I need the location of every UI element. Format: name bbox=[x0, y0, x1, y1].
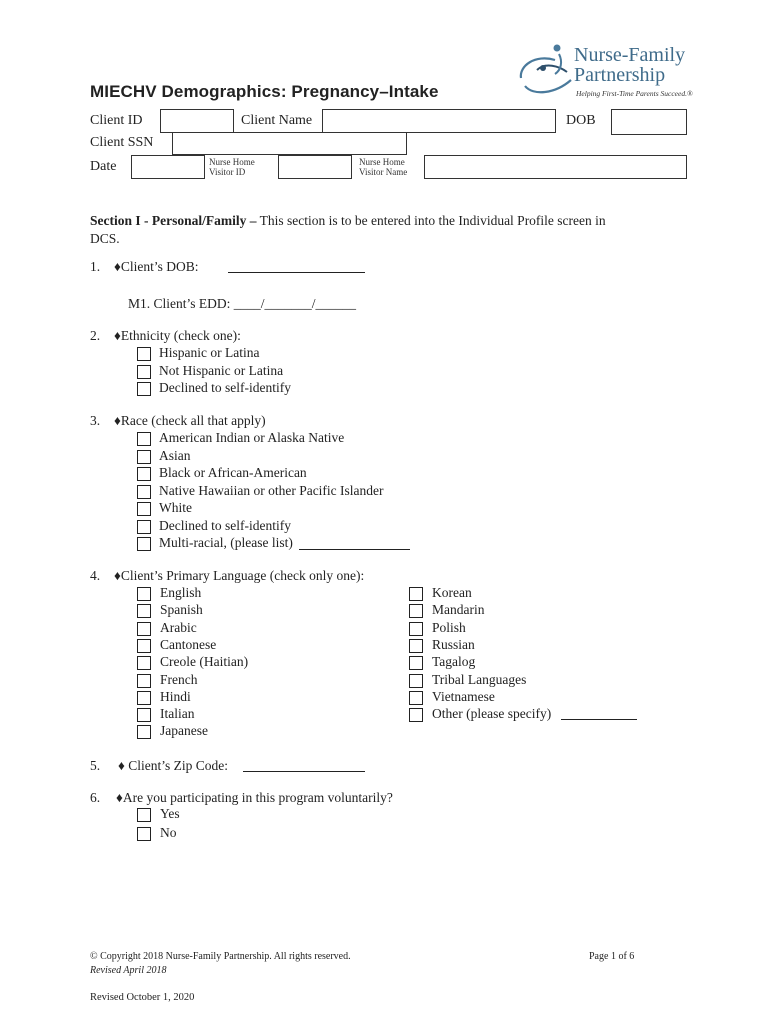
language-option-checkbox[interactable] bbox=[409, 587, 423, 601]
language-option-checkbox[interactable] bbox=[137, 674, 151, 688]
footer-revised: Revised October 1, 2020 bbox=[90, 992, 195, 1003]
language-option-checkbox[interactable] bbox=[409, 708, 423, 722]
nhv-name-label: Nurse Home Visitor Name bbox=[359, 157, 408, 177]
ethnicity-option-label: Not Hispanic or Latina bbox=[159, 362, 284, 378]
language-option-label: Italian bbox=[160, 706, 195, 722]
race-option-checkbox[interactable] bbox=[137, 520, 151, 534]
language-option-label: Spanish bbox=[160, 602, 203, 618]
q6-label: ♦Are you participating in this program voluntarily? bbox=[116, 790, 393, 805]
language-option-label: Hindi bbox=[160, 688, 191, 704]
language-option-label: Russian bbox=[432, 636, 475, 652]
language-option-checkbox[interactable] bbox=[137, 639, 151, 653]
race-option-checkbox[interactable] bbox=[137, 467, 151, 481]
race-option-label: Declined to self-identify bbox=[159, 517, 291, 533]
race-option-checkbox[interactable] bbox=[137, 502, 151, 516]
nhv-name-field[interactable] bbox=[424, 155, 687, 179]
voluntary-option-checkbox[interactable] bbox=[137, 827, 151, 841]
zip-blank[interactable] bbox=[243, 759, 365, 772]
ethnicity-option-checkbox[interactable] bbox=[137, 382, 151, 396]
language-option-label: English bbox=[160, 585, 202, 600]
language-option-label: French bbox=[160, 671, 198, 687]
language-option-checkbox[interactable] bbox=[409, 604, 423, 618]
race-option-label: Multi-racial, (please list) bbox=[159, 535, 293, 550]
q5-number: 5. bbox=[90, 758, 101, 773]
race-option-label: Native Hawaiian or other Pacific Islander bbox=[159, 482, 384, 498]
page-title: MIECHV Demographics: Pregnancy–Intake bbox=[90, 82, 439, 101]
voluntary-option-checkbox[interactable] bbox=[137, 808, 151, 822]
q6-number: 6. bbox=[90, 790, 101, 805]
ethnicity-option-checkbox[interactable] bbox=[137, 365, 151, 379]
client-id-field[interactable] bbox=[160, 109, 234, 133]
nhv-id-field[interactable] bbox=[278, 155, 352, 179]
language-option-label: Other (please specify) bbox=[432, 706, 552, 722]
q1-label: ♦Client’s DOB: bbox=[114, 259, 199, 274]
q4-number: 4. bbox=[90, 568, 101, 583]
nhv-id-label: Nurse Home Visitor ID bbox=[209, 157, 255, 177]
language-option-label: Tagalog bbox=[432, 654, 476, 670]
dob-label: DOB bbox=[566, 113, 596, 128]
section-heading-cont: DCS. bbox=[90, 231, 120, 246]
multiracial-blank[interactable] bbox=[299, 537, 410, 550]
language-option-label: Cantonese bbox=[160, 636, 217, 652]
client-name-label: Client Name bbox=[241, 113, 313, 128]
footer-copyright: © Copyright 2018 Nurse-Family Partnership. All rights reserved. bbox=[90, 951, 351, 962]
language-option-checkbox[interactable] bbox=[137, 725, 151, 739]
footer-page-number: Page 1 of 6 bbox=[589, 951, 635, 962]
date-field[interactable] bbox=[131, 155, 205, 179]
voluntary-option-label: No bbox=[160, 824, 177, 840]
date-label: Date bbox=[90, 159, 117, 174]
dob-field[interactable] bbox=[611, 109, 687, 135]
race-option-checkbox[interactable] bbox=[137, 432, 151, 446]
q3-label: ♦Race (check all that apply) bbox=[114, 413, 266, 428]
language-option-checkbox[interactable] bbox=[409, 656, 423, 670]
nfp-logo-icon bbox=[515, 40, 579, 100]
ethnicity-option-label: Hispanic or Latina bbox=[159, 345, 260, 360]
voluntary-option-label: Yes bbox=[160, 806, 180, 821]
client-ssn-label: Client SSN bbox=[90, 135, 154, 150]
language-option-label: Polish bbox=[432, 619, 466, 635]
q1-dob-blank[interactable] bbox=[228, 260, 365, 273]
q2-label: ♦Ethnicity (check one): bbox=[114, 328, 241, 343]
m1-edd-line: M1. Client’s EDD: ____/_______/______ bbox=[128, 296, 357, 311]
language-option-checkbox[interactable] bbox=[137, 691, 151, 705]
race-option-checkbox[interactable] bbox=[137, 450, 151, 464]
footer-revised-italic: Revised April 2018 bbox=[90, 965, 167, 976]
language-option-label: Japanese bbox=[160, 723, 208, 739]
logo-line1: Nurse-Family bbox=[574, 44, 686, 66]
q2-number: 2. bbox=[90, 328, 101, 343]
language-option-label: Mandarin bbox=[432, 602, 485, 618]
other-language-blank[interactable] bbox=[561, 707, 637, 720]
language-option-checkbox[interactable] bbox=[409, 674, 423, 688]
language-option-checkbox[interactable] bbox=[409, 691, 423, 705]
language-option-label: Korean bbox=[432, 585, 472, 600]
q5-label: ♦ Client’s Zip Code: bbox=[118, 758, 229, 773]
client-name-field[interactable] bbox=[322, 109, 556, 133]
language-option-label: Creole (Haitian) bbox=[160, 654, 249, 670]
language-option-checkbox[interactable] bbox=[137, 587, 151, 601]
ethnicity-option-label: Declined to self-identify bbox=[159, 380, 291, 395]
race-option-label: American Indian or Alaska Native bbox=[159, 430, 345, 445]
q3-number: 3. bbox=[90, 413, 101, 428]
race-option-checkbox[interactable] bbox=[137, 485, 151, 499]
logo-line2: Partnership bbox=[574, 64, 666, 86]
language-option-checkbox[interactable] bbox=[409, 622, 423, 636]
race-option-label: Asian bbox=[159, 447, 191, 463]
race-option-checkbox[interactable] bbox=[137, 537, 151, 551]
race-option-label: White bbox=[159, 500, 192, 515]
language-option-label: Tribal Languages bbox=[432, 671, 527, 687]
q4-label: ♦Client’s Primary Language (check only one): bbox=[114, 568, 365, 583]
client-ssn-field[interactable] bbox=[172, 132, 407, 155]
client-id-label: Client ID bbox=[90, 113, 143, 128]
language-option-checkbox[interactable] bbox=[137, 708, 151, 722]
language-option-checkbox[interactable] bbox=[137, 604, 151, 618]
language-option-checkbox[interactable] bbox=[137, 622, 151, 636]
ethnicity-option-checkbox[interactable] bbox=[137, 347, 151, 361]
race-option-label: Black or African-American bbox=[159, 465, 307, 480]
language-option-checkbox[interactable] bbox=[137, 656, 151, 670]
language-option-checkbox[interactable] bbox=[409, 639, 423, 653]
language-option-label: Vietnamese bbox=[432, 688, 495, 704]
q1-number: 1. bbox=[90, 259, 101, 274]
logo-tagline: Helping First-Time Parents Succeed.® bbox=[576, 89, 693, 98]
section-heading: Section I - Personal/Family – This section is to be entered into the Individual Profile screen in bbox=[90, 213, 606, 228]
language-option-label: Arabic bbox=[160, 619, 197, 635]
